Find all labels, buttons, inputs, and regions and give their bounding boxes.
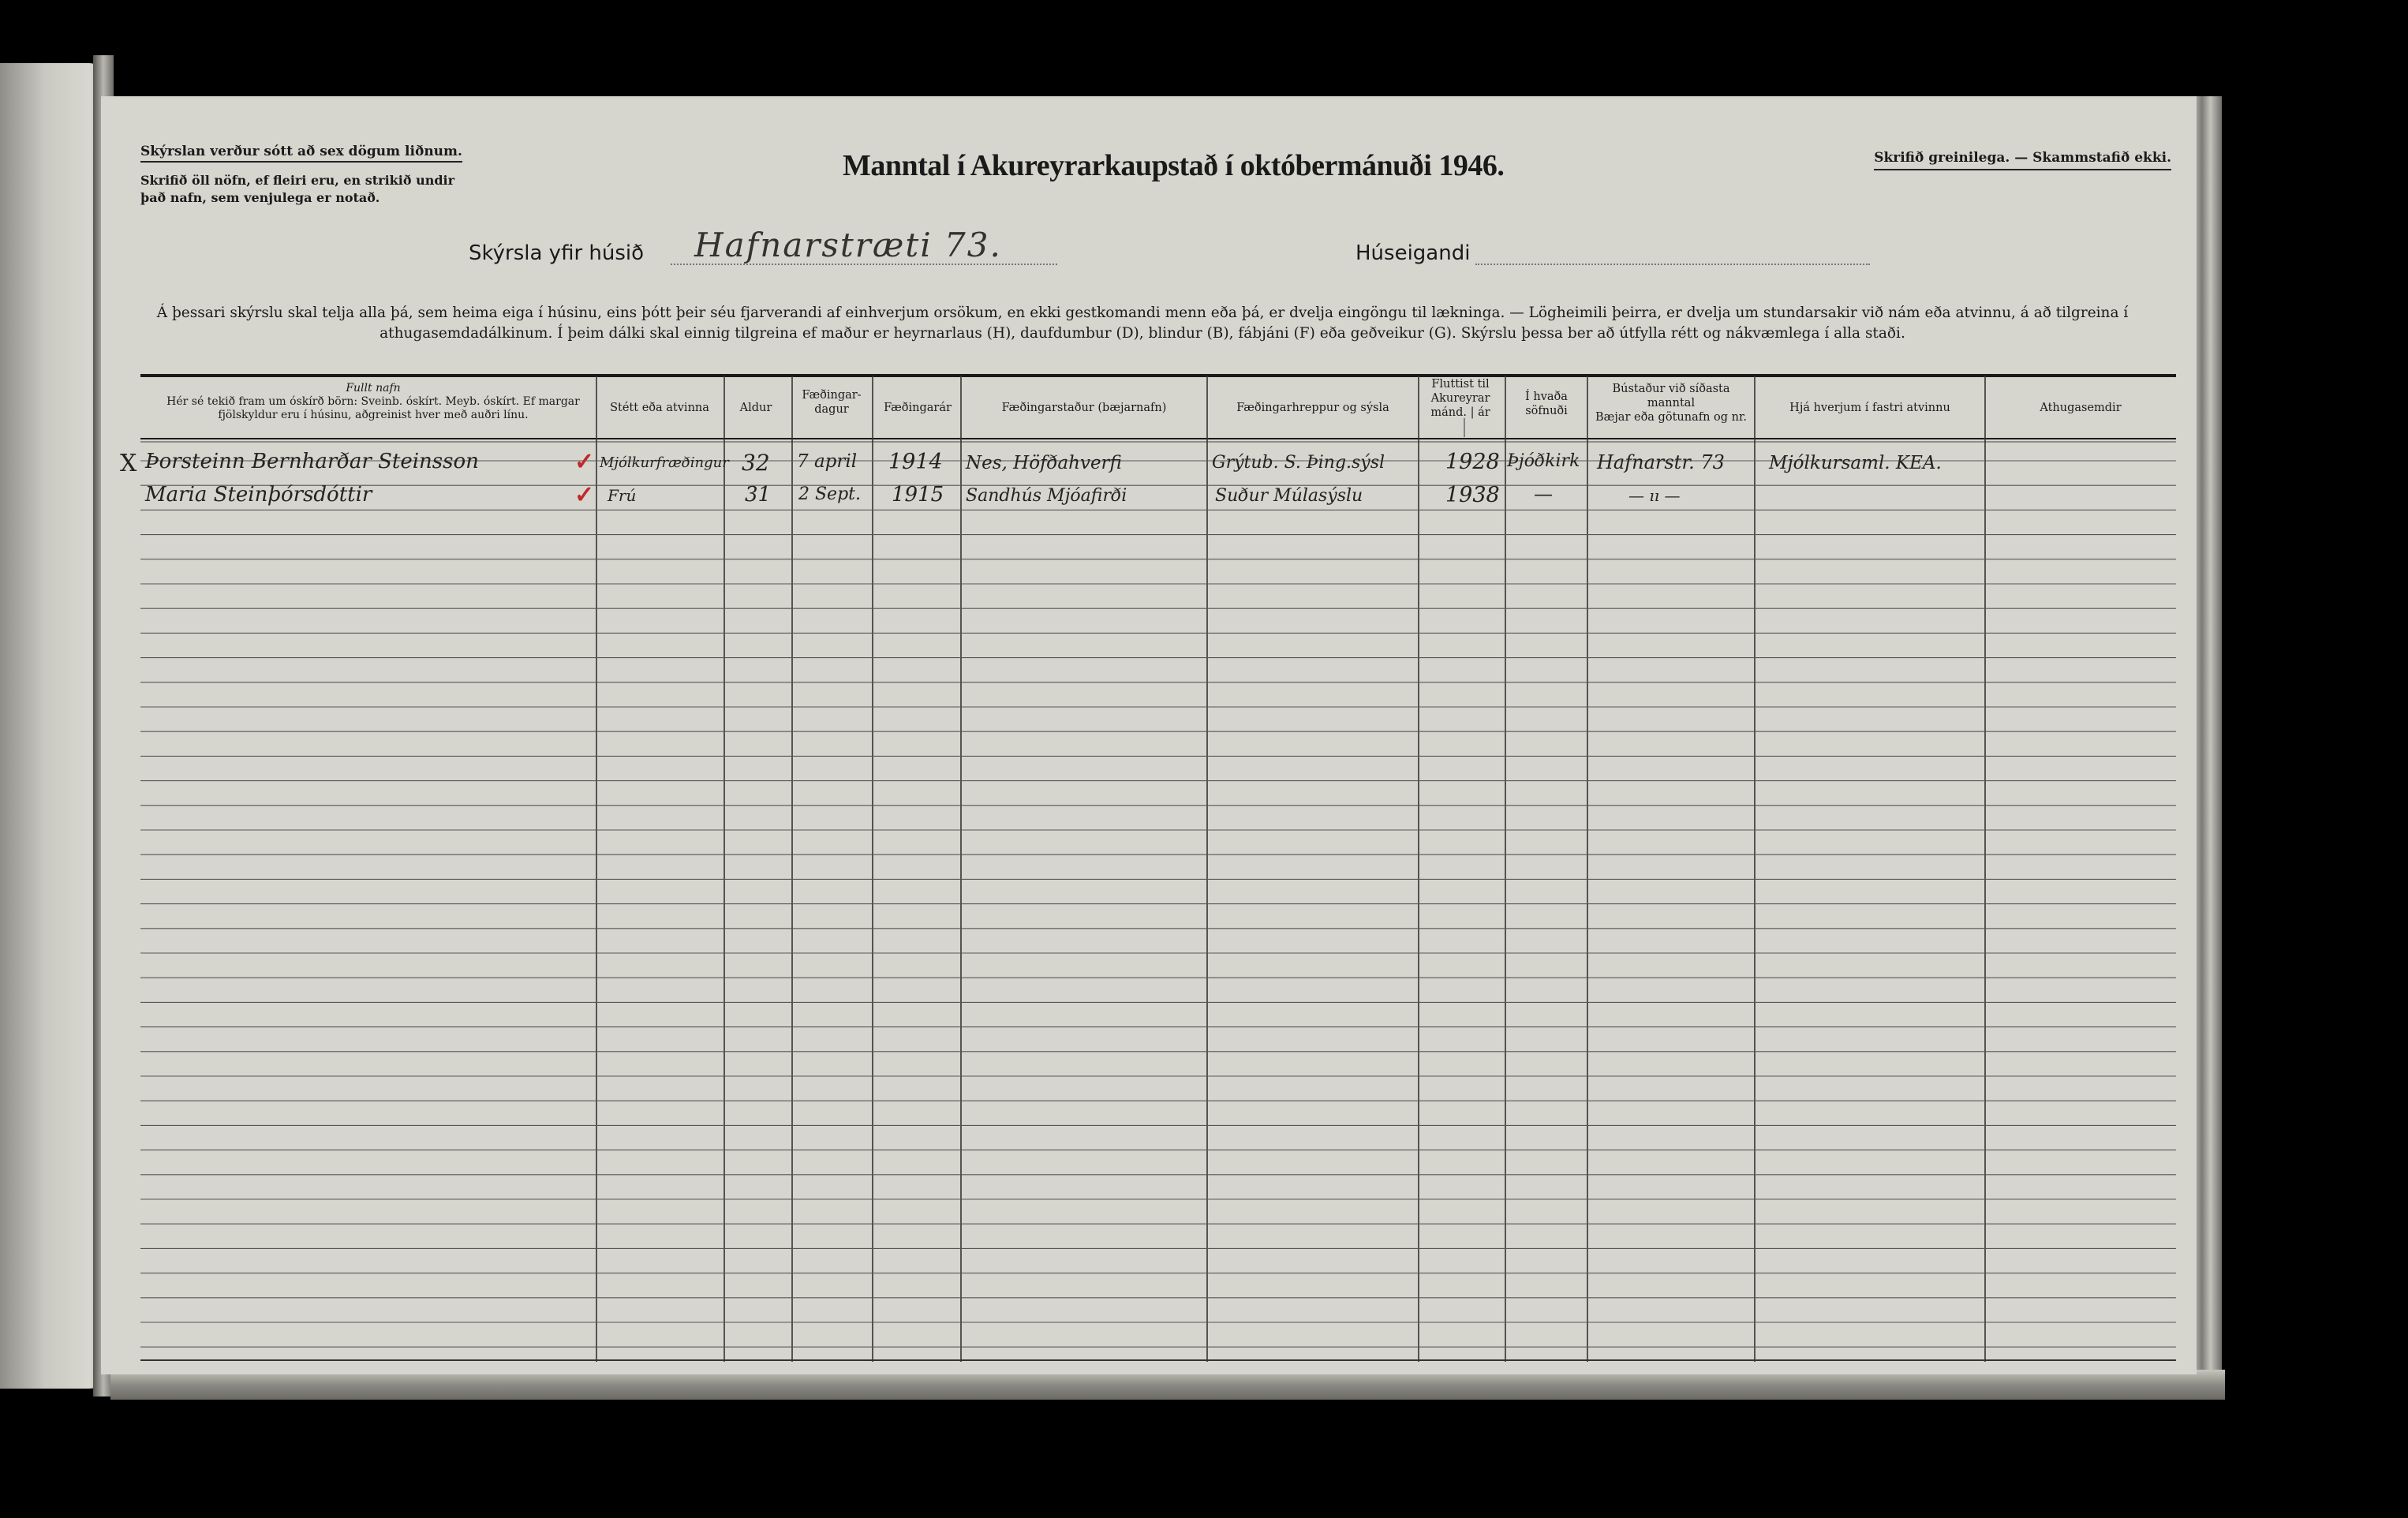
row2-congregation: —: [1534, 483, 1553, 505]
census-table: [120, 374, 2176, 1362]
col-header-birth-parish: Fæðingarhreppur og sýsla: [1236, 402, 1389, 414]
row1-name: Þorsteinn Bernharðar Steinsson: [145, 450, 479, 473]
row2-age: 31: [745, 483, 772, 507]
row1-birth-year: 1914: [888, 450, 943, 474]
owner-field-line: [1475, 254, 1870, 265]
row1-birth-day: 7 april: [797, 451, 858, 472]
census-form-page: [101, 96, 2197, 1374]
owner-label: Húseigandi: [1355, 241, 1471, 265]
instructions-text: Á þessari skýrslu skal telja alla þá, sem heima eiga í húsinu, eins þótt þeir séu fjarverandi af einhverjum orsökum, en ekki gestkomandi menn eða þá, er dvelja eingöngu til lækninga. — Lögheimili þeirra, er dvelja um stundarsakir við nám eða atvinnu, á að tilgreina í athugasemdadálkinum. Í þeim dálki skal einnig tilgreina ef maður er heyrnarlaus (H), daufdumbur (D), blindur (B), fábjáni (F) eða geðveikur (G). Skýrslu þessa ber að útfylla rétt og nákvæmlega í alla staði.: [156, 305, 2129, 342]
col-header-congregation: Í hvaða söfnuði: [1525, 391, 1568, 417]
col-header-birth-day: Fæðingar-dagur: [802, 389, 862, 416]
write-clearly-note: Skrifið greinilega. — Skammstafið ekki.: [1874, 150, 2171, 170]
table-grid: [140, 374, 2176, 1362]
col-header-occupation: Stétt eða atvinna: [610, 402, 709, 414]
col-header-remarks: Athugasemdir: [2040, 402, 2122, 414]
top-left-notes: [140, 144, 472, 207]
row1-employer: Mjólkursaml. KEA.: [1769, 453, 1942, 473]
row1-prev-residence: Hafnarstr. 73: [1597, 451, 1725, 473]
row2-prev-residence: — ıı —: [1628, 486, 1681, 505]
row2-birth-place: Sandhús Mjóafirði: [966, 486, 1127, 506]
form-title: Manntal í Akureyrarkaupstað í októbermánuði 1946.: [843, 149, 1505, 182]
col-header-birth-place: Fæðingarstaður (bæjarnafn): [1001, 402, 1167, 414]
row2-occupation: Frú: [608, 486, 637, 505]
names-note: Skrifið öll nöfn, ef fleiri eru, en strikið undir það nafn, sem venjulega er notað.: [140, 173, 455, 205]
row2-birth-parish: Suður Múlasýslu: [1215, 486, 1363, 506]
row1-age: 32: [742, 450, 770, 476]
row2-moved-year: 1938: [1445, 483, 1500, 507]
row1-moved-year: 1928: [1445, 450, 1500, 474]
page-stack-edge: [2193, 96, 2222, 1396]
collection-note: Skýrslan verður sótt að sex dögum liðnum.: [140, 144, 462, 163]
row1-birth-place: Nes, Höfðahverfi: [966, 453, 1122, 473]
house-value: Hafnarstræti 73.: [694, 226, 1002, 264]
col-header-birth-year: Fæðingarár: [884, 402, 952, 414]
col-header-age: Aldur: [739, 402, 772, 414]
row2-birth-day: 2 Sept.: [798, 484, 861, 504]
row1-occupation: Mjólkurfræðingur: [600, 454, 729, 471]
row2-check-mark: ✓: [574, 481, 595, 509]
row1-congregation: Þjóðkirk: [1507, 451, 1580, 471]
house-label: Skýrsla yfir húsið: [469, 241, 645, 265]
row1-birth-parish: Grýtub. S. Þing.sýsl: [1212, 453, 1385, 473]
col-header-prev-residence: Bústaður við síðasta manntal Bæjar eða götunafn og nr.: [1595, 383, 1747, 424]
col-header-employer: Hjá hverjum í fastri atvinnu: [1789, 402, 1950, 414]
row1-check-mark: ✓: [574, 448, 595, 476]
row2-birth-year: 1915: [892, 483, 944, 507]
row2-name: Maria Steinþórsdóttir: [145, 483, 372, 507]
col-header-moved: Fluttist til Akureyrar mánd. | ár: [1430, 378, 1490, 419]
row1-x-mark: X: [120, 450, 137, 477]
col-header-name: Fullt nafn Hér sé tekið fram um óskírð börn: Sveinb. óskírt. Meyb. óskírt. Ef margar fjölskyldur eru í húsinu, aðgreinist hver með auðri línu.: [166, 382, 580, 421]
